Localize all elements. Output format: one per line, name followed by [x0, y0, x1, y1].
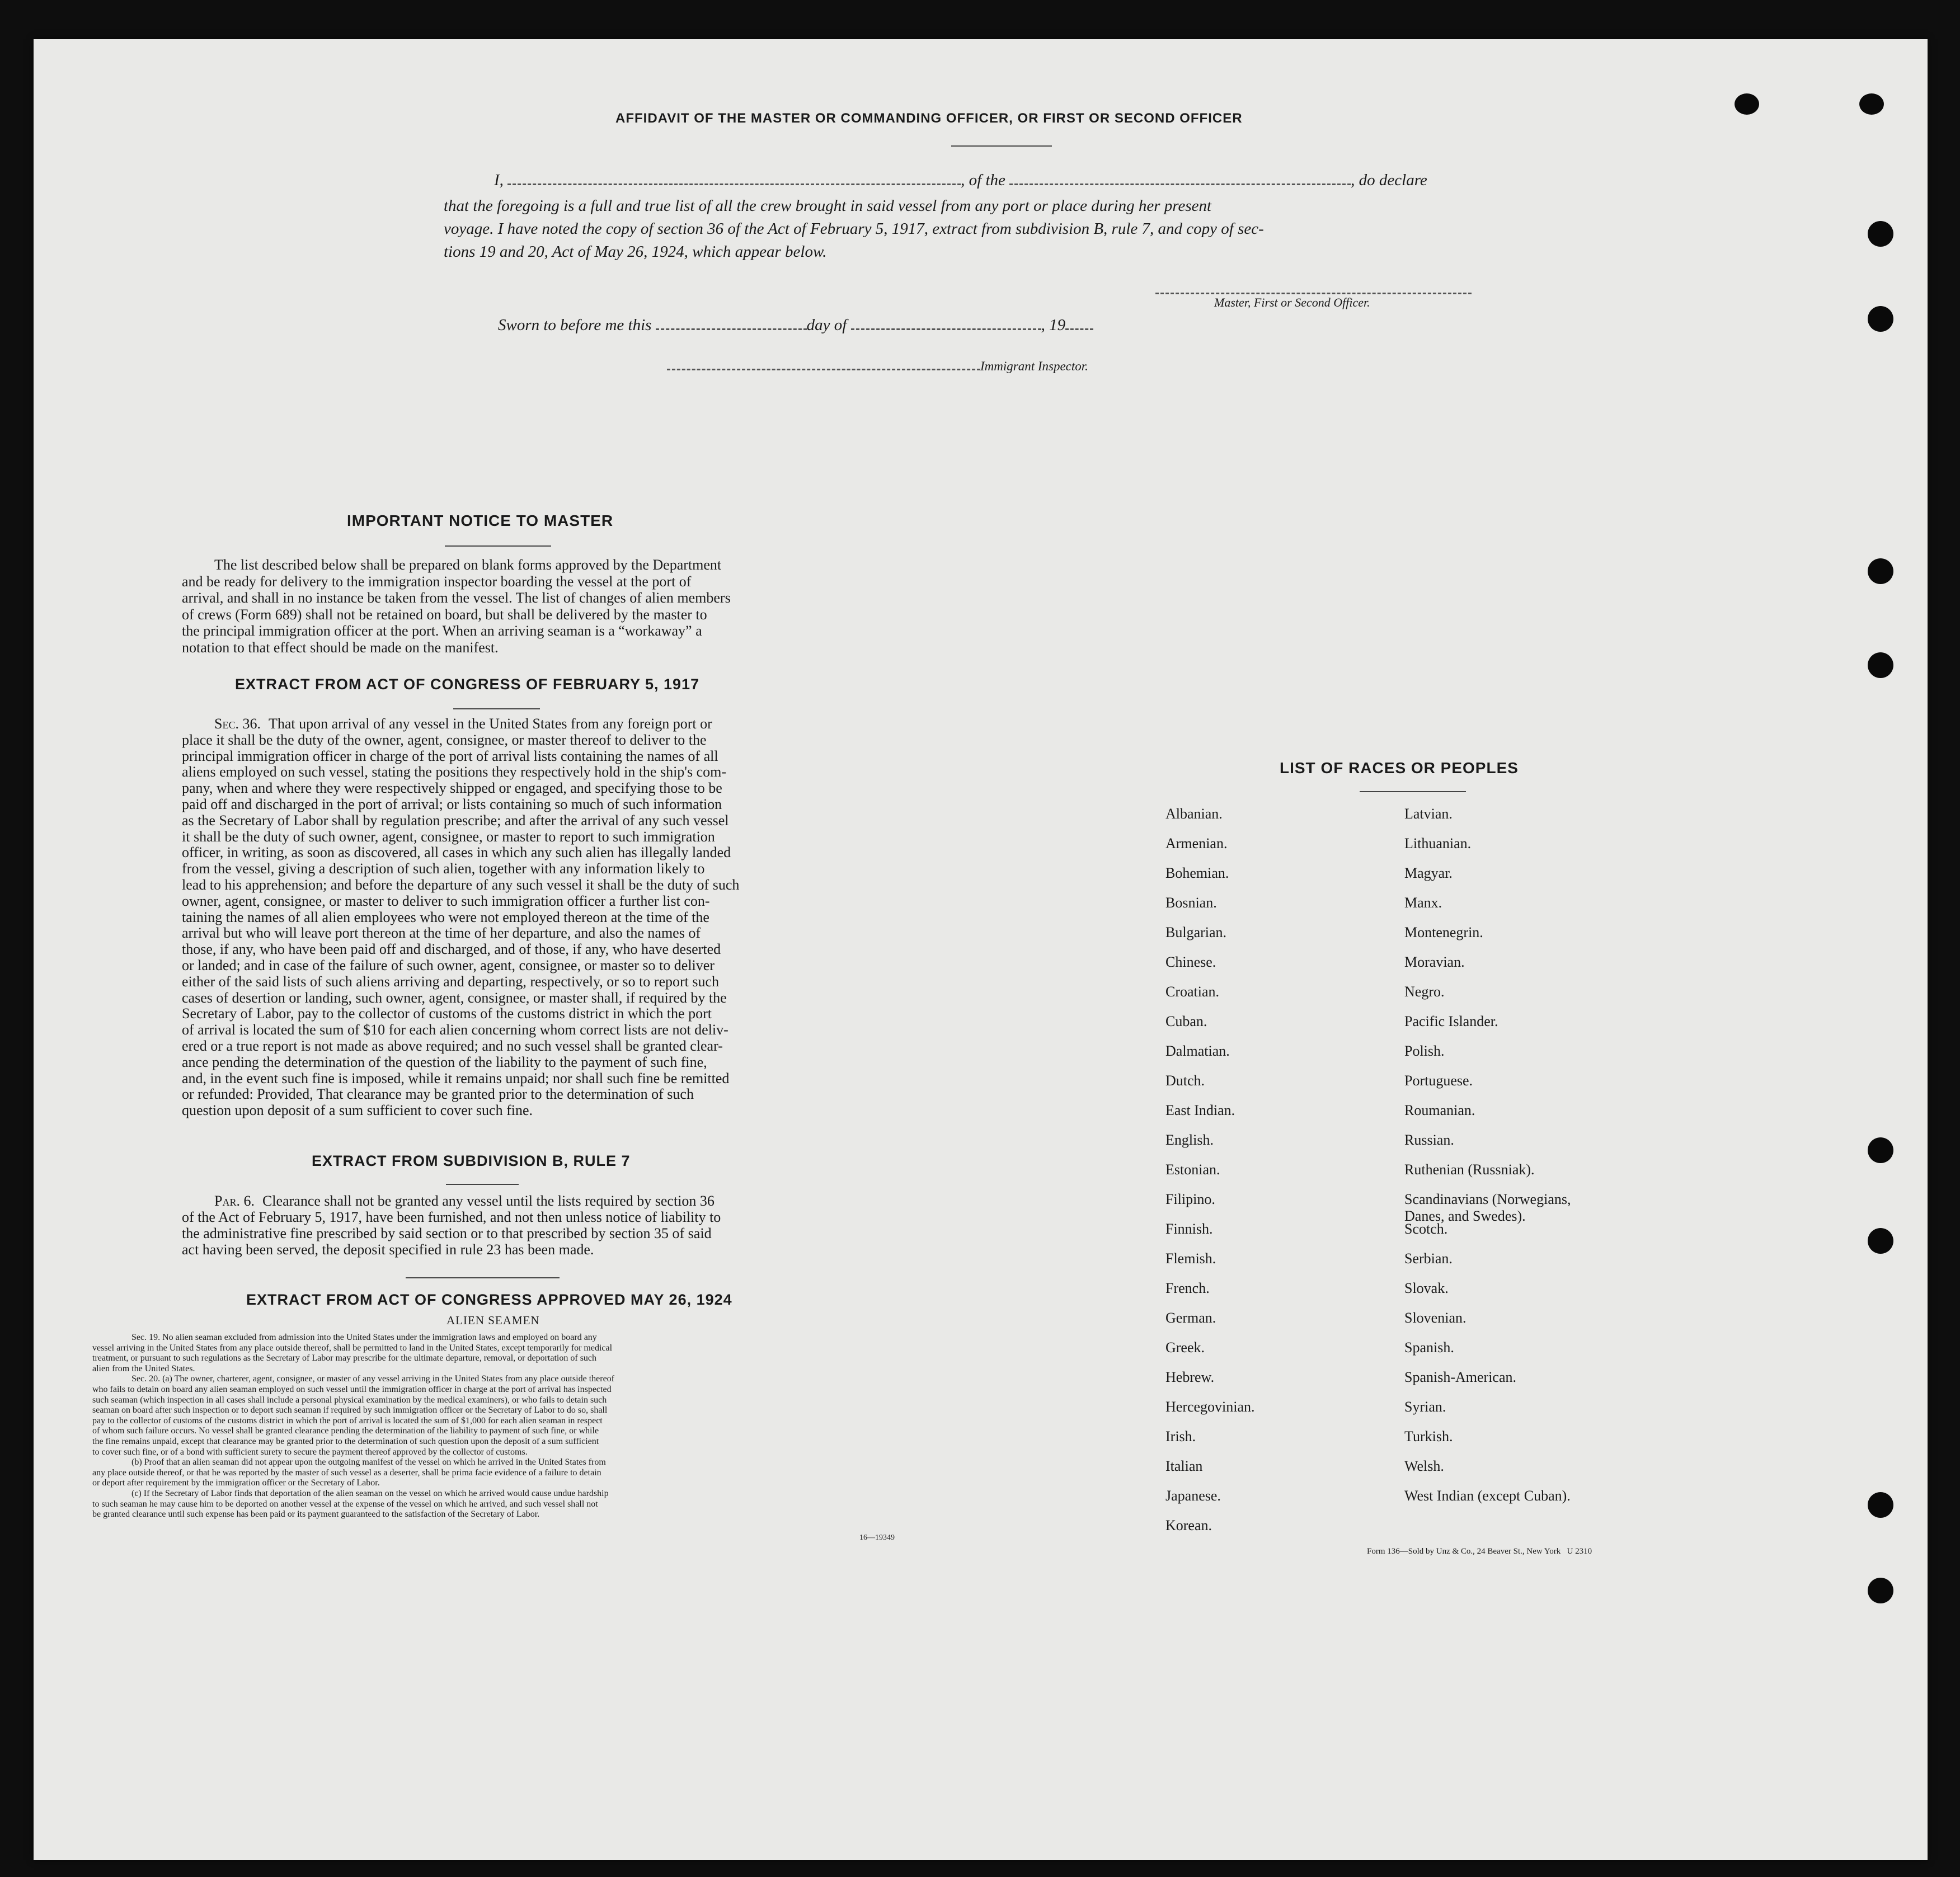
rule7-title: EXTRACT FROM SUBDIVISION B, RULE 7	[312, 1152, 631, 1169]
races-title: LIST OF RACES OR PEOPLES	[1280, 759, 1519, 777]
form-footer: Form 136—Sold by Unz & Co., 24 Beaver St., New York U 2310	[1367, 1547, 1592, 1556]
sworn-month-field[interactable]	[851, 328, 1041, 330]
race-item: Cuban.	[1165, 1013, 1207, 1029]
punch-hole	[1868, 1492, 1893, 1518]
race-item: Finnish.	[1165, 1221, 1213, 1237]
race-item: Hercegovinian.	[1165, 1399, 1255, 1415]
race-item: German.	[1165, 1310, 1216, 1326]
race-item: Moravian.	[1404, 954, 1465, 970]
race-item: East Indian.	[1165, 1102, 1235, 1118]
race-item: Manx.	[1404, 895, 1442, 911]
race-item: Bulgarian.	[1165, 924, 1227, 940]
sec36-line: it shall be the duty of such owner, agent, consignee, or master to report to such immigration	[182, 828, 715, 845]
race-item: Bohemian.	[1165, 865, 1229, 881]
day-of-label: day of	[806, 316, 847, 334]
punch-hole	[1735, 93, 1759, 115]
punch-hole	[1868, 221, 1893, 247]
race-item: Bosnian.	[1165, 895, 1217, 911]
sworn-year-field[interactable]	[1065, 328, 1093, 330]
race-item: Polish.	[1404, 1043, 1445, 1059]
punch-hole	[1868, 558, 1893, 584]
race-item: Estonian.	[1165, 1161, 1220, 1178]
sec1924-line: (b) Proof that an alien seaman did not appear upon the outgoing manifest of the vessel on which he arrived in the United States from	[131, 1457, 606, 1467]
punch-hole	[1868, 306, 1893, 332]
sec36-line: lead to his apprehension; and before the departure of any such vessel it shall be the duty of such	[182, 876, 740, 893]
sworn-line	[498, 316, 1093, 335]
race-item: French.	[1165, 1280, 1210, 1296]
notice-line: of crews (Form 689) shall not be retained on board, but shall be delivered by the master to	[182, 606, 707, 623]
affidavit-body	[444, 195, 1501, 264]
sec1924-line: to cover such fine, or of a bond with sufficient surety to secure the payment thereof approved by the collector of customs.	[92, 1447, 528, 1457]
extract-1917-rule	[453, 708, 540, 709]
sec36-line: or landed; and in case of the failure of such owner, agent, consignee, or master so to deliver	[182, 957, 715, 973]
race-item: Serbian.	[1404, 1250, 1453, 1267]
rule7-line: the administrative fine prescribed by said section or to that prescribed by section 35 of said	[182, 1225, 712, 1241]
race-item: Dalmatian.	[1165, 1043, 1230, 1059]
rule7-line: of the Act of February 5, 1917, have been furnished, and not then unless notice of liability to	[182, 1209, 721, 1225]
inspector-line	[667, 359, 1088, 374]
sec36-line: either of the said lists of such aliens arriving and departing, respectively, or so to report such	[182, 973, 720, 990]
notice-line: and be ready for delivery to the immigration inspector boarding the vessel at the port of	[182, 573, 692, 590]
sec36-label: Sec. 36.	[214, 716, 261, 732]
sec1924-line: who fails to detain on board any alien seaman employed on such vessel until the immigration officer in charge at the port of arrival has inspected	[92, 1384, 612, 1394]
rule7-paragraph	[182, 1193, 853, 1258]
affidavit-i-label: I,	[494, 171, 504, 189]
sec1924-line: to such seaman he may cause him to be deported on another vessel at the expense of the vessel on which he arrived, and such vessel shall not	[92, 1499, 598, 1509]
inspector-signature-field[interactable]	[667, 369, 980, 370]
punch-hole	[1868, 1137, 1893, 1163]
sec36-line: Secretary of Labor, pay to the collector of customs of the customs district in which the port	[182, 1005, 712, 1022]
race-item: Filipino.	[1165, 1191, 1215, 1207]
sec36-line: those, if any, who have been paid off and discharged, and of those, if any, who have deserted	[182, 941, 721, 958]
sec36-line: taining the names of all alien employees who were not employed thereon at the time of the	[182, 909, 709, 925]
race-item: Korean.	[1165, 1517, 1212, 1533]
race-item: English.	[1165, 1132, 1214, 1148]
sec1924-line: the fine remains unpaid, except that clearance may be granted prior to the determination of such question upon the deposit of a sum sufficient	[92, 1436, 599, 1446]
race-item: Portuguese.	[1404, 1072, 1473, 1089]
sec1924-line: (c) If the Secretary of Labor finds that deportation of the alien seaman on the vessel on which he arrived would cause undue hardship	[131, 1488, 609, 1498]
race-item: Roumanian.	[1404, 1102, 1475, 1118]
sec36-line: owner, agent, consignee, or master to deliver to such immigration officer a further list con-	[182, 892, 710, 909]
race-item: Welsh.	[1404, 1458, 1444, 1474]
sec36-line: ered or a true report is not made as above required; and no such vessel shall be granted clear-	[182, 1037, 723, 1054]
rule7-line: Par. 6. Clearance shall not be granted any vessel until the lists required by section 36	[214, 1193, 715, 1209]
affidavit-declare-label: , do declare	[1351, 171, 1427, 189]
sec36-line: arrival but who will leave port thereon at the time of her departure, and also the names of	[182, 925, 701, 942]
sec36-line: ance pending the determination of the question of the liability to the payment of such fine,	[182, 1053, 707, 1070]
race-item: Danes, and Swedes).	[1404, 1208, 1526, 1224]
notice-title-rule	[445, 545, 551, 547]
sec1924-line: of whom such failure occurs. No vessel shall be granted clearance pending the determination of the liability to payment of such fine, or while	[92, 1426, 599, 1436]
master-name-field[interactable]	[507, 184, 961, 185]
sec1924-paragraph	[92, 1333, 940, 1520]
sec1924-line: vessel arriving in the United States from any place outside thereof, shall be permitted to land in the United States, except temporarily for medical	[92, 1343, 613, 1353]
punch-hole	[1868, 652, 1893, 678]
master-signature-field[interactable]	[1155, 293, 1472, 294]
year-label: , 19	[1041, 316, 1066, 334]
sec36-line: Sec. 36. That upon arrival of any vessel in the United States from any foreign port or	[214, 716, 712, 732]
race-item: Slovenian.	[1404, 1310, 1467, 1326]
section-divider	[406, 1277, 560, 1278]
sec36-line: aliens employed on such vessel, stating the positions they respectively hold in the ship's com-	[182, 764, 727, 780]
sec36-line: principal immigration officer in charge of the port of arrival lists containing the names of all	[182, 747, 718, 764]
sec36-line: pany, when and where they were respectively shipped or engaged, and specifying those to be	[182, 780, 722, 797]
race-item: Albanian.	[1165, 806, 1223, 822]
race-item: Chinese.	[1165, 954, 1216, 970]
race-item: Croatian.	[1165, 984, 1220, 1000]
race-item: Spanish.	[1404, 1339, 1454, 1356]
affidavit-title-rule	[951, 145, 1052, 147]
affidavit-title: AFFIDAVIT OF THE MASTER OR COMMANDING OFFICER, OR FIRST OR SECOND OFFICER	[615, 111, 1243, 126]
race-item: Ruthenian (Russniak).	[1404, 1161, 1535, 1178]
sec36-line: from the vessel, giving a description of such alien, together with any information likely to	[182, 860, 705, 877]
race-item: Greek.	[1165, 1339, 1205, 1356]
alien-seamen-subtitle: ALIEN SEAMEN	[446, 1314, 540, 1327]
sec36-line: of arrival is located the sum of $10 for each alien concerning whom correct lists are not deliv-	[182, 1022, 728, 1038]
sec1924-line: Sec. 20. (a) The owner, charterer, agent, consignee, or master of any vessel arriving in the United States from any place outside thereof	[131, 1374, 614, 1384]
race-item: Scandinavians (Norwegians,	[1404, 1191, 1571, 1207]
sec1924-line: Sec. 19. No alien seaman excluded from admission into the United States under the immigration laws and employed on board any	[131, 1333, 597, 1342]
race-item: Italian	[1165, 1458, 1203, 1474]
race-item: Russian.	[1404, 1132, 1454, 1148]
race-item: Armenian.	[1165, 835, 1228, 852]
affidavit-body-line: tions 19 and 20, Act of May 26, 1924, which appear below.	[444, 243, 827, 261]
notice-line: The list described below shall be prepared on blank forms approved by the Department	[214, 557, 722, 573]
sec36-line: question upon deposit of a sum sufficient to cover such fine.	[182, 1102, 533, 1119]
affidavit-body-line: voyage. I have noted the copy of section 36 of the Act of February 5, 1917, extract from subdivision B, rule 7, and copy of sec-	[444, 220, 1264, 238]
sworn-day-field[interactable]	[656, 328, 807, 330]
sec36-line: and, in the event such fine is imposed, while it remains unpaid; nor shall such fine be remitted	[182, 1070, 730, 1086]
sec1924-line: any place outside thereof, or that he was reported by the master of such vessel as a deserter, shall be prima facie evidence of a failure to detain	[92, 1467, 601, 1478]
sec1924-line: treatment, or pursuant to such regulations as the Secretary of Labor may prescribe for the ultimate departure, removal, or deportation of such	[92, 1353, 597, 1363]
rule7-rule	[446, 1184, 519, 1185]
sec36-line: paid off and discharged in the port of arrival; or lists containing so much of such information	[182, 796, 722, 812]
sec1924-line: such seaman (which inspection in all cases shall include a personal physical examination by the medical examiners), or who fails to detain such	[92, 1395, 607, 1405]
affidavit-of-the-label: , of the	[961, 171, 1005, 189]
form-code: 16—19349	[859, 1533, 895, 1542]
race-item: Hebrew.	[1165, 1369, 1215, 1385]
race-item: Magyar.	[1404, 865, 1453, 881]
notice-paragraph	[182, 557, 853, 656]
race-item: Montenegrin.	[1404, 924, 1483, 940]
sec36-line: or refunded: Provided, That clearance may be granted prior to the determination of such	[182, 1086, 694, 1103]
vessel-name-field[interactable]	[1009, 184, 1351, 185]
extract-1924-title: EXTRACT FROM ACT OF CONGRESS APPROVED MAY 26, 1924	[246, 1291, 732, 1308]
master-signature-label: Master, First or Second Officer.	[1214, 295, 1370, 309]
notice-title: IMPORTANT NOTICE TO MASTER	[347, 512, 614, 529]
race-item: Japanese.	[1165, 1488, 1221, 1504]
race-item: Slovak.	[1404, 1280, 1449, 1296]
sec36-paragraph	[182, 716, 853, 1119]
sec36-line: cases of desertion or landing, such owner, agent, consignee, or master shall, if required by the	[182, 989, 727, 1006]
notice-line: arrival, and shall in no instance be taken from the vessel. The list of changes of alien members	[182, 590, 731, 606]
races-title-rule	[1360, 791, 1466, 792]
sec36-rest	[182, 732, 853, 1119]
sec1924-line: be granted clearance until such expense has been paid or its payment guaranteed to the satisfaction of the Secretary of Labor.	[92, 1509, 540, 1520]
sec36-line: place it shall be the duty of the owner, agent, consignee, or master thereof to deliver to the	[182, 731, 707, 748]
race-item: Spanish-American.	[1404, 1369, 1517, 1385]
race-item: Turkish.	[1404, 1428, 1453, 1445]
race-item: Pacific Islander.	[1404, 1013, 1498, 1029]
sec36-line: as the Secretary of Labor shall by regulation prescribe; and after the arrival of any such vessel	[182, 812, 729, 829]
sec36-line: officer, in writing, as soon as discovered, all cases in which any such alien has illegally landed	[182, 844, 731, 861]
sec1924-line: or deport after requirement by the immigration officer or the Secretary of Labor.	[92, 1478, 380, 1488]
rule7-line: act having been served, the deposit specified in rule 23 has been made.	[182, 1241, 594, 1258]
punch-hole	[1868, 1228, 1893, 1254]
affidavit-line1	[494, 171, 1427, 190]
notice-line: the principal immigration officer at the port. When an arriving seaman is a “workaway” a	[182, 623, 702, 639]
rule7-label: Par. 6.	[214, 1193, 255, 1209]
extract-1917-title: EXTRACT FROM ACT OF CONGRESS OF FEBRUARY 5, 1917	[235, 676, 700, 693]
race-item: Scotch.	[1404, 1221, 1448, 1237]
sec1924-line: pay to the collector of customs of the customs district in which the port of arrival is located the sum of $1,000 for each alien seaman in respect	[92, 1415, 603, 1426]
form-sheet	[34, 39, 1928, 1860]
sec1924-line: alien from the United States.	[92, 1363, 195, 1373]
race-item: Dutch.	[1165, 1072, 1205, 1089]
sec1924-line: seaman on board after such inspection or to deport such seaman if required by such immigration officer or the Secretary of Labor to do so, shall	[92, 1405, 608, 1415]
race-item: Lithuanian.	[1404, 835, 1472, 852]
sworn-label: Sworn to before me this	[498, 316, 652, 334]
punch-hole	[1868, 1578, 1893, 1603]
race-item: Latvian.	[1404, 806, 1453, 822]
affidavit-body-line: that the foregoing is a full and true list of all the crew brought in said vessel from any port or place during her present	[444, 197, 1212, 215]
race-item: Negro.	[1404, 984, 1445, 1000]
race-item: Syrian.	[1404, 1399, 1446, 1415]
race-item: Irish.	[1165, 1428, 1196, 1445]
inspector-label: Immigrant Inspector.	[980, 359, 1088, 373]
punch-hole	[1859, 93, 1884, 115]
race-item: West Indian (except Cuban).	[1404, 1488, 1571, 1504]
race-item: Flemish.	[1165, 1250, 1216, 1267]
notice-line: notation to that effect should be made on the manifest.	[182, 639, 499, 656]
